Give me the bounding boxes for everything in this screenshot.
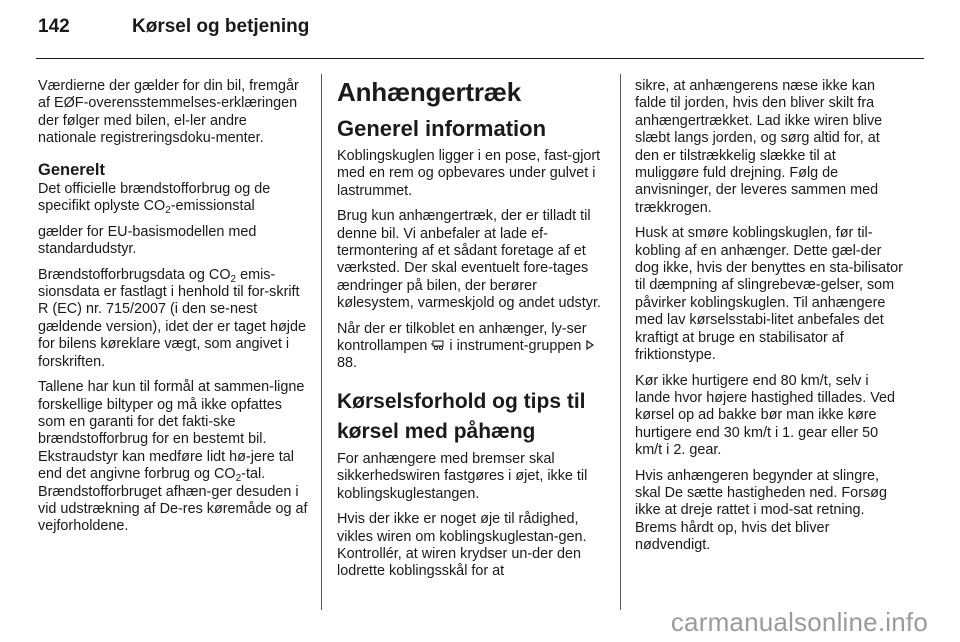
page-reference-icon	[585, 339, 595, 351]
paragraph: For anhængere med bremser skal sikkerhedswiren fastgøres i øjet, ikke til koblingskuglestangen.	[337, 450, 588, 502]
paragraph: Brug kun anhængertræk, der er tilladt til denne bil. Vi anbefaler at lade ef-termontering af et sådant foretage af et værksted. Der skal eventuelt fore-tages ændringer på bilen, der berører kølesystem, varmeskjold og andet udstyr.	[337, 208, 601, 312]
column-2	[337, 78, 605, 589]
section-heading-generelt: Generelt	[38, 160, 105, 179]
paragraph: Brændstofforbrugsdata og $CO_2$ emis-sionsdata er fastlagt i henhold til for-skrift R (EC) nr. 715/2007 (i den se-nest gældende version), idet der er taget højde for bilens køreklare vægt, som angivet i forskriften.	[38, 266, 306, 370]
trailer-warning-icon	[431, 339, 445, 351]
page-number: 142	[38, 16, 70, 37]
paragraph: Koblingskuglen ligger i en pose, fast-gjort med en rem og opbevares under gulvet i lastrummet.	[337, 148, 601, 199]
paragraph: Når der er tilkoblet en anhænger, ly-ser kontrollampen i instrument-gruppen 88.	[337, 321, 605, 373]
sub-heading: Generel information	[337, 116, 547, 141]
sub-heading: Kørselsforhold og tips til kørsel med påhæng	[337, 389, 586, 443]
column-3	[635, 78, 903, 563]
paragraph: sikre, at anhængerens næse ikke kan falde til jorden, hvis den bliver skilt fra anhængertrækket. Lad ikke wiren blive slæbt langs jorden, og sørg altid for, at den er tilstrækkelig slække til at muliggøre fuld drejning. Følg de anvisninger, der leveres sammen med trækkrogen.	[635, 78, 883, 216]
main-heading: Anhængertræk	[337, 77, 521, 107]
paragraph: gælder for EU-basismodellen med standardudstyr.	[38, 223, 257, 258]
paragraph: Det officielle brændstofforbrug og de specifikt oplyste $CO_2$-emissionstal	[38, 181, 271, 217]
paragraph: Hvis anhængeren begynder at slingre, skal De sætte hastigheden ned. Forsøg ikke at dreje rattet i mod-sat retning. Brems hårdt op, hvis det bliver nødvendigt.	[635, 467, 887, 554]
column-1	[38, 78, 308, 544]
column-divider	[321, 74, 322, 610]
column-divider	[620, 74, 621, 610]
watermark: carmanualsonline.info	[670, 607, 928, 637]
chapter-title: Kørsel og betjening	[132, 16, 310, 37]
page-header	[38, 16, 309, 50]
paragraph: Tallene har kun til formål at sammen-ligne forskellige biltyper og må ikke opfattes som en garanti for det fakti-ske brændstofforbrug for en bestemt bil. Ekstraudstyr kan medføre lidt hø-jere tal end det angivne forbrug og $CO_2$-tal. Brændstofforbruget afhæn-ger desuden i vid udstrækning af De-res køremåde og af vejforholdene.	[38, 379, 308, 535]
header-rule	[36, 58, 924, 59]
paragraph: Hvis der ikke er noget øje til rådighed, vikles wiren om koblingskuglestan-gen. Kontrollér, at wiren krydser un-der den lodrette koblingsskål for at	[337, 511, 587, 580]
paragraph: Kør ikke hurtigere end 80 km/t, selv i lande hvor højere hastighed tillades. Ved kørsel op ad bakke bør man ikke køre hurtigere end 30 km/t i 1. gear eller 50 km/t i 2. gear.	[635, 372, 896, 459]
paragraph: Husk at smøre koblingskuglen, før til-kobling af en anhænger. Dette gæl-der dog ikke, hvis der benyttes en sta-bilisator til dæmpning af slingrebevæ-gelser, som påvirker koblingskuglen. Til anhængere med lav kørselsstabi-litet anbefales det kraftigt at bruge en stabilisator af friktionstype.	[635, 225, 903, 364]
paragraph: Værdierne der gælder for din bil, fremgår af EØF-overensstemmelses-erklæringen der følger med bilen, el-ler andre nationale registreringsdoku-menter.	[38, 78, 299, 147]
